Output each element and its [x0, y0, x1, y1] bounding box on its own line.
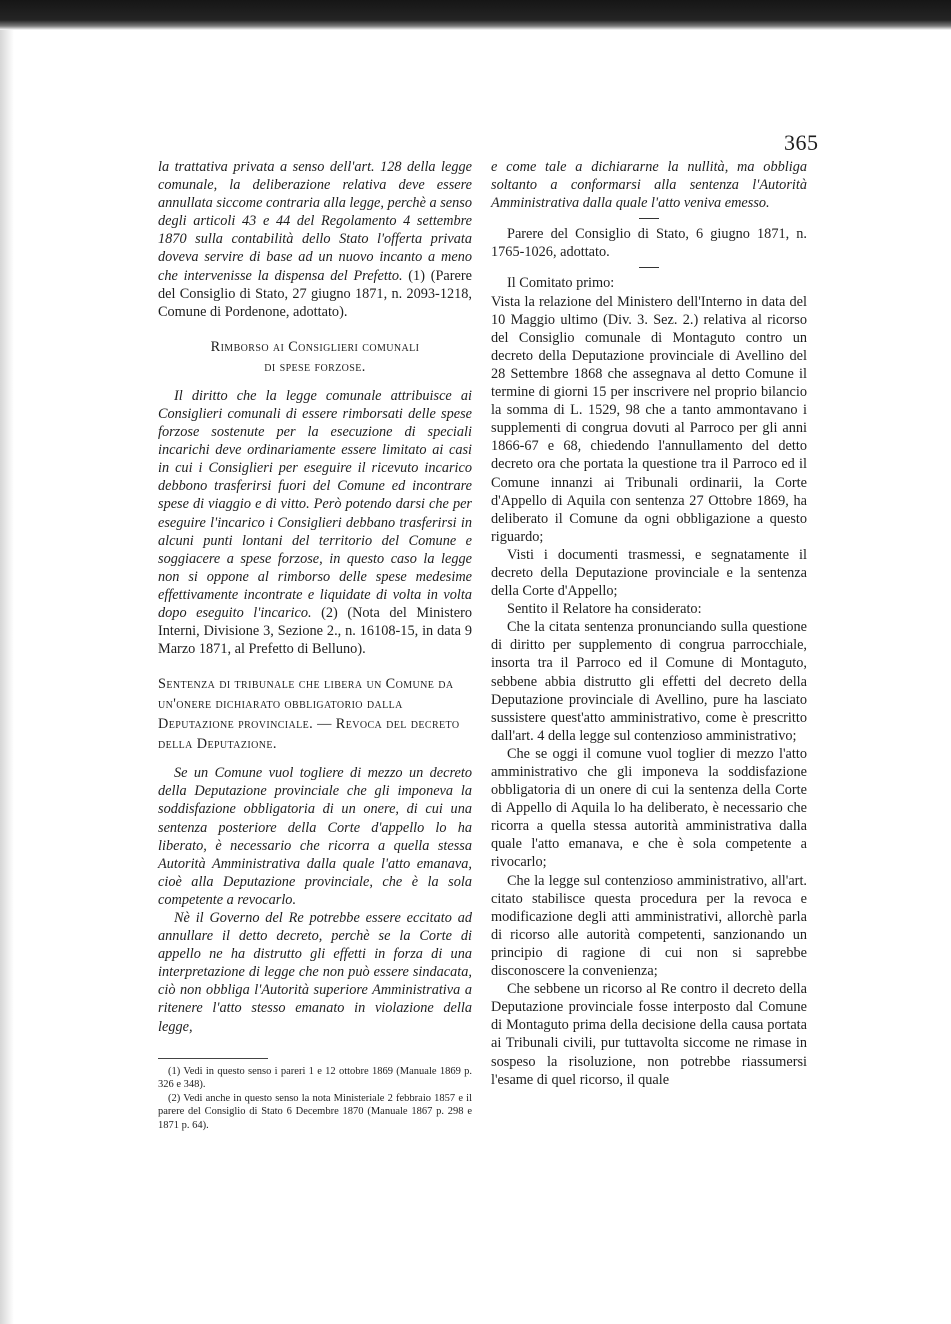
- right-paragraph-che-1: Che la citata sentenza pronunciando sulla questione di diritto per supplemento di congrua parrocchiale, insorta tra il Parroco ed il Comune di Montaguto, sebbene abbia distrutto gli effetti del decreto della Deputazione provinciale di Avellino, pure ha lasciato sussistere quest'atto amministrativo, come è prescritto dall'art. 4 della legge sul contenzioso amministrativo;: [491, 619, 807, 744]
- left-paragraph-2-text: Il diritto che la legge comunale attribuisce ai Consiglieri comunali di essere rimborsati delle spese forzose sostenute per la esecuzione di speciali incarichi deve ordinariamente essere limitato ai casi in cui i Consiglieri per eseguire il ricevuto incarico debbono trasferirsi fuori del Comune ed incontrare spese di viaggio e di vitto. Però potendo darsi che per eseguire l'incarico i Consiglieri debbano trasferirsi in alcuni punti lontani del territorio del Comune e soggiacere a spese forzose, in questo caso la legge non si oppone al rimborso delle spese medesime effettivamente incontrate e liquidate di volta in volta dopo eseguito l'incarico.: [158, 387, 472, 621]
- left-paragraph-1: [158, 158, 472, 321]
- scan-left-shadow: [0, 30, 14, 1324]
- footnote-2: (2) Vedi anche in questo senso la nota Ministeriale 2 febbraio 1857 e il parere del Consiglio di Stato 6 Decembre 1870 (Manuale 1867 p. 298 e 1871 p. 64).: [158, 1092, 472, 1131]
- footnote-reference-1: (1) (Parere del Consiglio di Stato, 27 giugno 1871, n. 2093-1218, Comune di Pordenone, adottato).: [158, 267, 472, 320]
- section-heading-rimborso-line1: Rimborso ai Consiglieri comunali: [210, 338, 420, 355]
- right-column: [491, 158, 807, 1089]
- footnotes: [158, 1065, 472, 1133]
- left-paragraph-2: [158, 387, 472, 658]
- scan-top-edge: [0, 0, 951, 30]
- left-paragraph-4: Nè il Governo del Re potrebbe essere eccitato ad annullare il detto decreto, perchè se la Corte di appello ne ha distrutto gli effetti in forza di una interpretazione di legge che non può essere sindacata, ciò non obbliga l'Autorità superiore Amministrativa a ritenere l'atto stesso emanato in violazione della legge,: [158, 910, 472, 1035]
- separator-dash-1: [639, 218, 659, 219]
- right-paragraph-visti: Visti i documenti trasmessi, e segnatamente il decreto della Deputazione provinciale e la sentenza della Corte d'Appello;: [491, 546, 807, 600]
- right-paragraph-vista: Vista la relazione del Ministero dell'Interno in data del 10 Maggio ultimo (Div. 3. Sez. 2.) relativa al ricorso del Consiglio comunale di Montaguto contro un decreto della Deputazione provinciale di Avellino del 28 Settembre 1868 che assegnava al detto Comune il termine di giorni 15 per inscrivere nel proprio bilancio la somma di L. 1529, 98 che a tanto ammontavano i supplementi di congrua dovuti al Parroco per gli anni 1866-67 e 68, chiedendo l'annullamento del detto decreto ora che portata la questione tra il Parroco ed il Comune innanzi ai Tribunali ordinarii, la Corte d'Appello di Aquila con sentenza 27 Ottobre 1869, ha deliberato il Comune da ogni obbligazione a questo riguardo;: [491, 293, 807, 545]
- left-paragraph-3: Se un Comune vuol togliere di mezzo un decreto della Deputazione provinciale che gli imponeva la soddisfazione obbligatoria di un onere, di cui una sentenza posteriore della Corte d'appello lo ha liberato, è necessario che ricorra a quella stessa Autorità Amministrativa dalla quale l'atto emanava, cioè alla Deputazione provinciale, che è la sola competente a revocarlo.: [158, 765, 472, 908]
- left-paragraph-1-text: la trattativa privata a senso dell'art. 128 della legge comunale, la deliberazione relativa deve essere annullata siccome contraria alla legge, perchè a senso degli articoli 43 e 44 del Regolamento 4 settembre 1870 sulla contabilità dello Stato l'offerta privata doveva servire di base ad un nuovo incanto a meno che intervenisse la dispensa del Prefetto.: [158, 159, 472, 284]
- right-paragraph-parere: Parere del Consiglio di Stato, 6 giugno 1871, n. 1765-1026, adottato.: [491, 226, 807, 261]
- right-paragraph-che-2: Che se oggi il comune vuol toglier di mezzo l'atto amministrativo che gli imponeva la soddisfazione obbligatoria di un onere di cui la sentenza della Corte di Appello di Aquila lo ha deliberato, è necessario che ricorra a quella stessa autorità amministrativa dalla quale l'atto emanava, e che è sola competente a rivocarlo;: [491, 745, 807, 871]
- right-paragraph-che-3: Che la legge sul contenzioso amministrativo, all'art. citato stabilisce questa procedura per la revoca e modificazione degli atti amministrativi, allorchè parla di ricorso alle autorità competenti, sanzionando un principio di ragione di cui non si saprebbe disconoscere la convenienza;: [491, 872, 807, 980]
- section-heading-rimborso: [158, 337, 472, 377]
- section-heading-sentenza: Sentenza di tribunale che libera un Comune da un'onere dichiarato obbligatorio dalla Deputazione provinciale. — Revoca del decreto della Deputazione.: [158, 676, 460, 753]
- right-paragraph-sentito: Sentito il Relatore ha considerato:: [507, 601, 702, 618]
- separator-dash-2: [639, 267, 659, 268]
- footnote-reference-2: (2) (Nota del Ministero Interni, Divisione 3, Sezione 2., n. 16108-15, in data 9 Marzo 1871, al Prefetto di Belluno).: [158, 604, 472, 658]
- right-paragraph-comitato: Il Comitato primo:: [507, 275, 615, 292]
- footnote-divider: [158, 1058, 268, 1059]
- right-paragraph-che-4: Che sebbene un ricorso al Re contro il decreto della Deputazione provinciale fosse interposto dal Comune di Montaguto prima della decisione della causa portata ai Tribunali civili, pur tuttavolta siccome ne rimase in sospeso la risoluzione, non potrebbe riassumersi l'esame di quel ricorso, il quale: [491, 981, 807, 1088]
- section-heading-rimborso-line2: di spese forzose.: [264, 358, 366, 375]
- footnote-1: (1) Vedi in questo senso i pareri 1 e 12 ottobre 1869 (Manuale 1869 p. 326 e 348).: [158, 1065, 472, 1091]
- left-column: [158, 158, 472, 1132]
- right-paragraph-1: e come tale a dichiararne la nullità, ma obbliga soltanto a conformarsi alla sentenza l'Autorità Amministrativa dalla quale l'atto veniva emesso.: [491, 159, 807, 212]
- page-number: 365: [784, 130, 819, 155]
